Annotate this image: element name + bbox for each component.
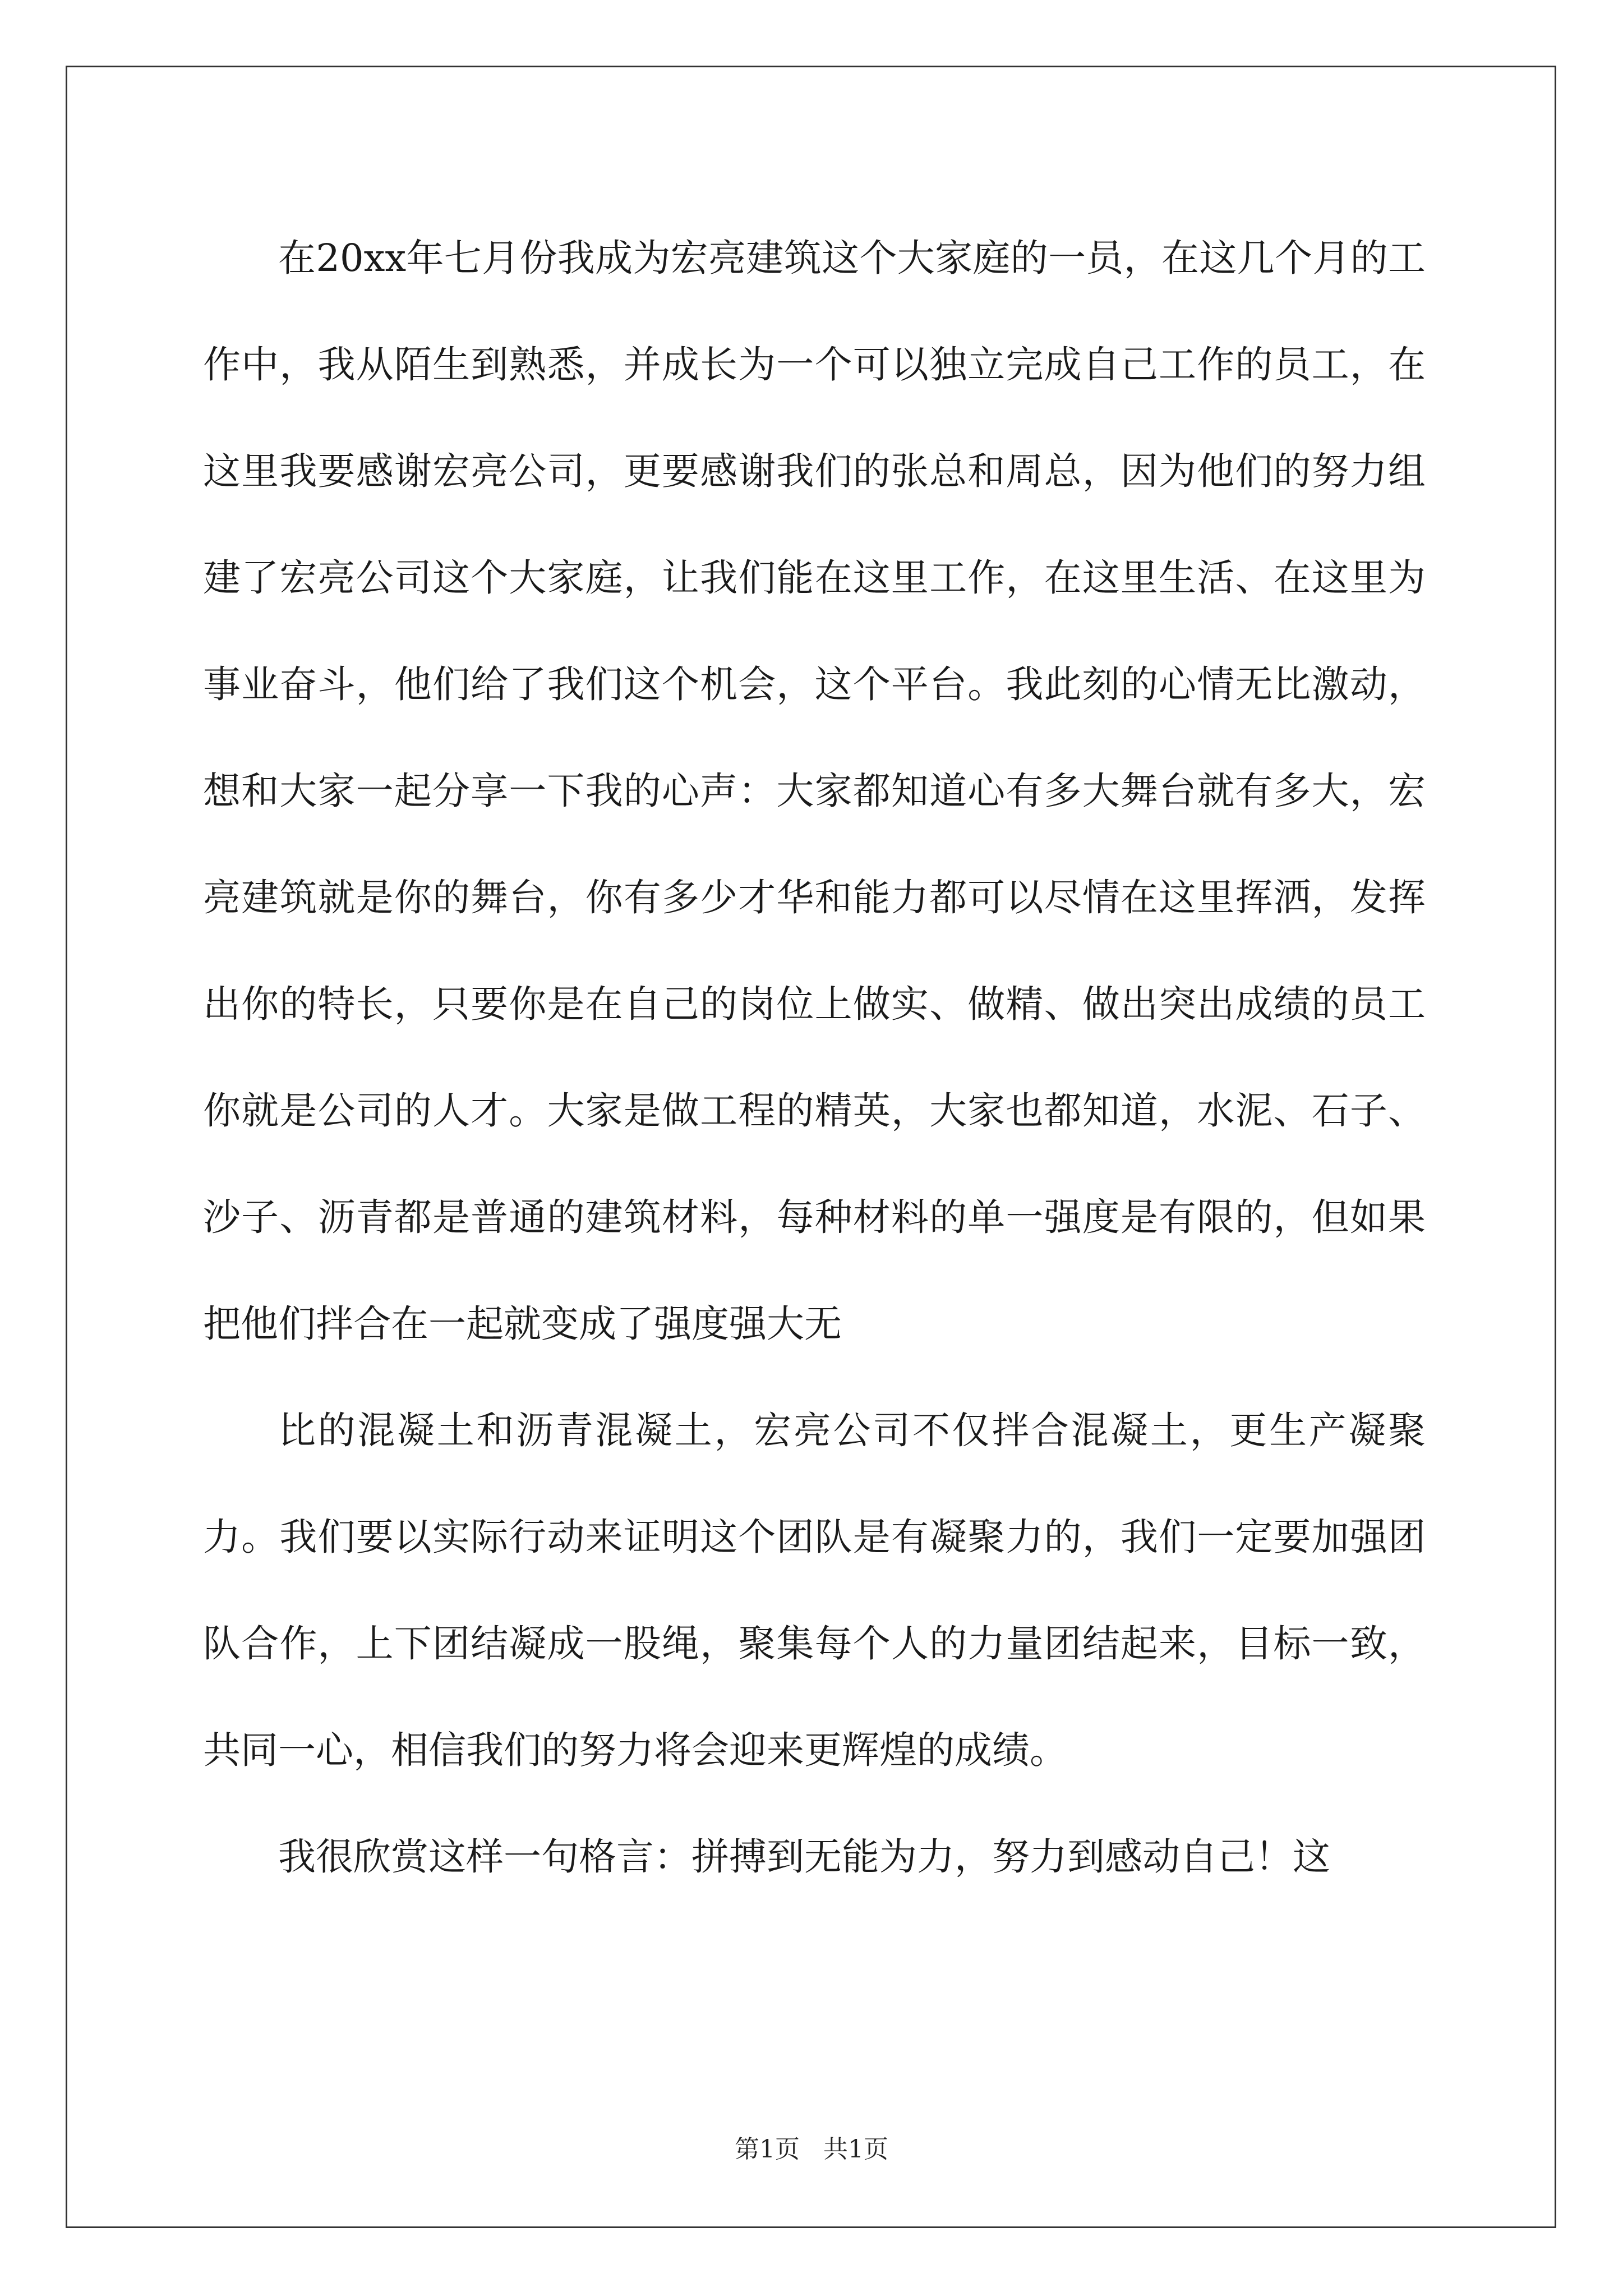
page-number-footer: 第1页 共1页 — [735, 2135, 888, 2164]
paragraph: 比的混凝土和沥青混凝土，宏亮公司不仅拌合混凝土，更生产凝聚力。我们要以实际行动来证明这个团队是有凝聚力的，我们一定要加强团队合作，上下团结凝成一股绳，聚集每个人的力量团结起来，目标一致，共同一心，相信我们的努力将会迎来更辉煌的成绩。 — [203, 1409, 1426, 1772]
paragraph: 在20xx年七月份我成为宏亮建筑这个大家庭的一员，在这几个月的工作中，我从陌生到熟悉，并成长为一个可以独立完成自己工作的员工，在这里我要感谢宏亮公司，更要感谢我们的张总和周总，因为他们的努力组建了宏亮公司这个大家庭，让我们能在这里工作，在这里生活、在这里为事业奋斗，他们给了我们这个机会，这个平台。我此刻的心情无比激动，想和大家一起分享一下我的心声：大家都知道心有多大舞台就有多大，宏亮建筑就是你的舞台，你有多少才华和能力都可以尽情在这里挥洒，发挥出你的特长，只要你是在自己的岗位上做实、做精、做出突出成绩的员工你就是公司的人才。大家是做工程的精英，大家也都知道，水泥、石子、沙子、沥青都是普通的建筑材料，每种材料的单一强度是有限的，但如果把他们拌合在一起就变成了强度强大无 — [203, 236, 1426, 1346]
paragraph: 我很欣赏这样一句格言：拼搏到无能为力，努力到感动自己！这 — [278, 1835, 1330, 1879]
document-body — [203, 205, 1426, 1910]
